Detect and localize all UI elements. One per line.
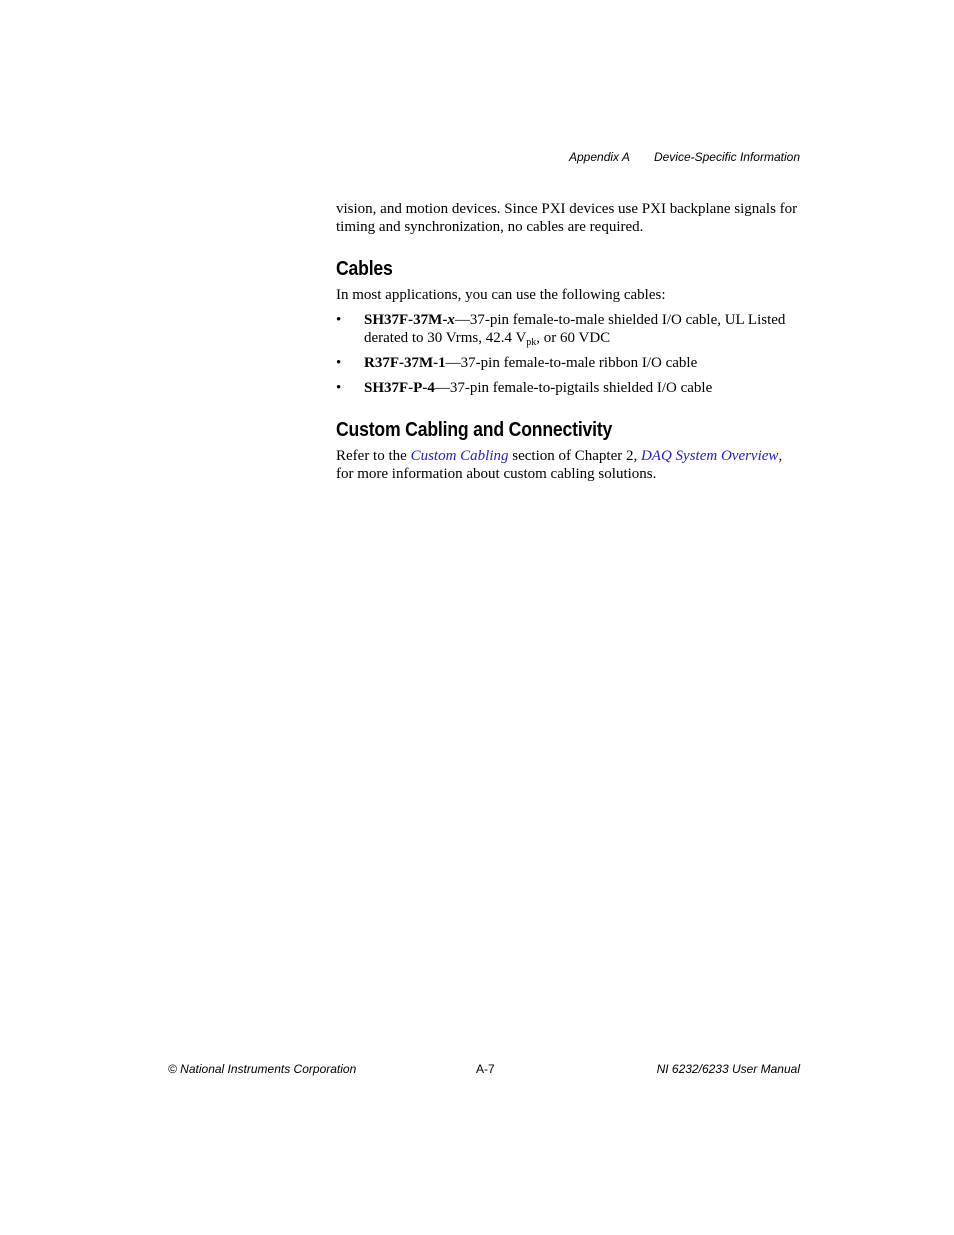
bullet: • <box>336 355 342 371</box>
subscript: pk <box>526 337 537 348</box>
cables-list <box>336 311 802 397</box>
list-item <box>336 354 802 372</box>
bullet: • <box>336 380 342 396</box>
custom-cabling-link[interactable]: Custom Cabling <box>410 448 509 464</box>
list-item <box>336 311 802 347</box>
cables-lead: In most applications, you can use the following cables: <box>336 287 666 303</box>
custom-cabling-heading: Custom Cabling and Connectivity <box>336 419 613 441</box>
cables-heading: Cables <box>336 258 393 280</box>
running-header <box>569 150 800 164</box>
list-item <box>336 379 802 397</box>
page-content <box>336 200 802 483</box>
item-description: —37-pin female-to-male ribbon I/O cable <box>445 355 698 371</box>
item-description: —37-pin female-to-pigtails shielded I/O cable <box>434 380 713 396</box>
page-number: A-7 <box>476 1062 495 1076</box>
item-description-tail: , or 60 VDC <box>536 330 611 346</box>
part-number: SH37F-P-4 <box>364 380 435 396</box>
part-number: SH37F-37M-x <box>364 312 455 328</box>
footer-manual-title: NI 6232/6233 User Manual <box>656 1062 800 1076</box>
item-description: —37-pin female-to-male shielded I/O cable, UL Listed derated to 30 Vrms, 42.4 V <box>364 312 786 346</box>
header-appendix: Appendix A <box>569 150 630 164</box>
custom-cabling-paragraph: Refer to the Custom Cabling section of Chapter 2, DAQ System Overview, for more information about custom cabling solutions. <box>336 448 783 482</box>
daq-system-overview-link[interactable]: DAQ System Overview <box>640 448 779 464</box>
part-variable: x <box>447 312 455 328</box>
part-number: R37F-37M-1 <box>364 355 446 371</box>
footer-copyright: © National Instruments Corporation <box>168 1062 357 1076</box>
intro-paragraph: vision, and motion devices. Since PXI devices use PXI backplane signals for timing and synchronization, no cables are required. <box>336 201 798 235</box>
bullet: • <box>336 312 342 328</box>
header-section: Device-Specific Information <box>653 150 800 164</box>
